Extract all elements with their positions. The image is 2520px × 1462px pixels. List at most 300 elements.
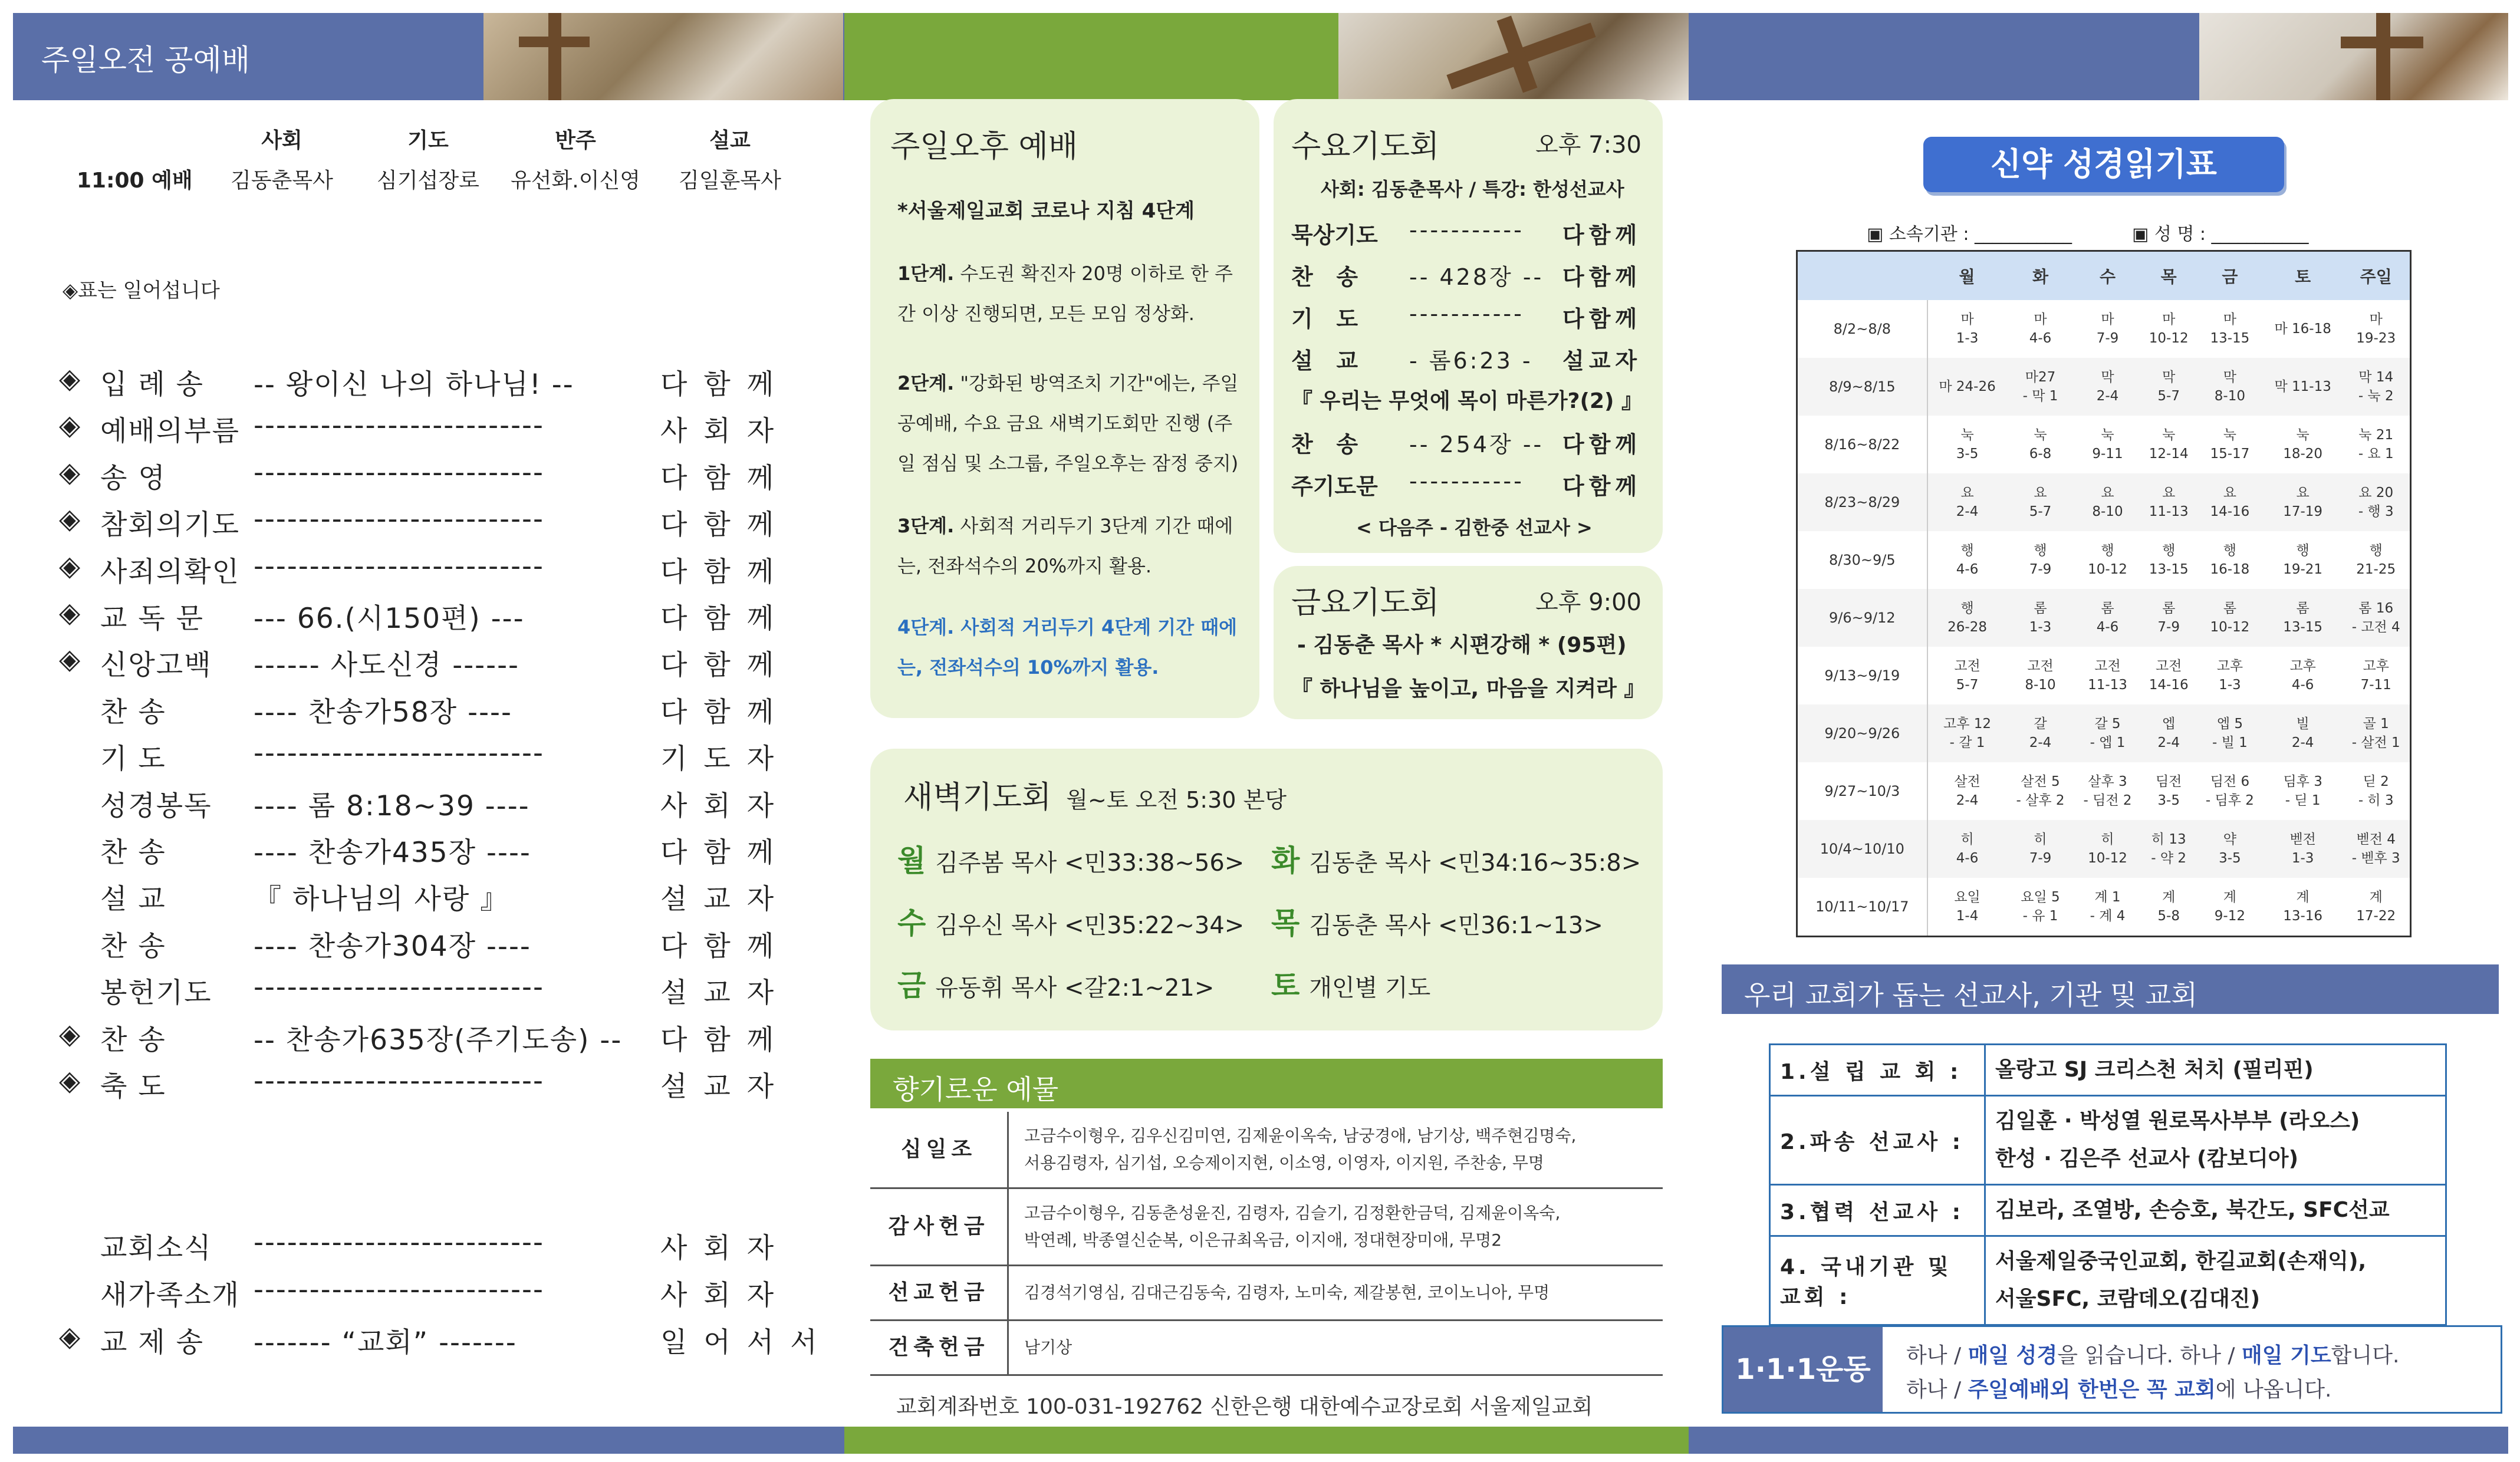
dawn-day-text: 김우신 목사 <민35:22~34> xyxy=(935,912,1245,939)
reading-header-cell: 금 xyxy=(2196,251,2264,301)
role-name-2: 심기섭장로 xyxy=(377,169,479,193)
step-1-text: 수도권 확진자 20명 이하로 한 주간 이상 진행되면, 모든 모임 정상화. xyxy=(897,262,1233,325)
diamond-icon: ◈ xyxy=(59,549,82,582)
covid-guideline-title: *서울제일교회 코로나 지침 4단계 xyxy=(897,199,1195,223)
order-label: 봉헌기도 xyxy=(100,977,212,1010)
dawn-day-label: 금 xyxy=(897,969,926,1003)
order-row xyxy=(59,643,808,684)
reading-header-cell: 화 xyxy=(2006,251,2074,301)
order-role: 다함께 xyxy=(660,368,791,401)
movement-line-1b: 매일 성경 xyxy=(1968,1344,2058,1368)
order-label: 성경봉독 xyxy=(100,789,212,822)
reading-assignment[interactable]: 요 14-16 xyxy=(2196,473,2264,531)
order-content: -------------------------- xyxy=(254,971,544,1004)
reading-week-range: 9/27~10/3 xyxy=(1797,762,1927,820)
order-role: 설교자 xyxy=(660,883,791,916)
missions-title: 우리 교회가 돕는 선교사, 기관 및 교회 xyxy=(1744,979,2197,1011)
wednesday-time: 오후 7:30 xyxy=(1535,131,1641,159)
diamond-icon: ◈ xyxy=(59,643,82,676)
missions-label: 2.파송 선교사 : xyxy=(1770,1096,1985,1185)
order-row xyxy=(59,690,808,732)
reading-assignment[interactable]: 롬 7-9 xyxy=(2141,589,2196,647)
order-content: ------- “교회” ------- xyxy=(254,1326,517,1359)
reading-assignment[interactable]: 갈 2-4 xyxy=(2006,704,2074,762)
reading-header-cell: 월 xyxy=(1927,251,2007,301)
reading-plan-table xyxy=(1796,250,2412,937)
dawn-title: 새벽기도회 xyxy=(903,780,1052,815)
reading-assignment[interactable]: 막 8-10 xyxy=(2196,358,2264,416)
order-label: 송 영 xyxy=(100,462,166,495)
order-label: 예배의부름 xyxy=(100,415,241,448)
missions-row xyxy=(1770,1236,2446,1325)
order-content: -- 찬송가635장(주기도송) -- xyxy=(254,1023,623,1056)
reading-assignment[interactable]: 마 1-3 xyxy=(1956,312,1979,346)
diamond-icon: ◈ xyxy=(59,597,82,629)
reading-assignment[interactable]: 마 13-15 xyxy=(2210,312,2250,346)
order-row xyxy=(59,877,808,918)
wednesday-row-content: ----------- xyxy=(1409,301,1524,327)
reading-assignment[interactable]: 눅 15-17 xyxy=(2210,427,2250,462)
afternoon-title: 주일오후 예배 xyxy=(890,129,1078,164)
order-row xyxy=(59,1273,808,1315)
dawn-time: 월~토 오전 5:30 본당 xyxy=(1066,787,1287,813)
order-label: 사죄의확인 xyxy=(100,555,241,588)
order-content: -------------------------- xyxy=(254,1273,544,1306)
order-row xyxy=(59,550,808,591)
wednesday-row-label: 찬 송 xyxy=(1291,432,1358,457)
reading-week-row xyxy=(1797,589,2411,647)
dawn-heading xyxy=(903,772,1287,816)
order-label: 찬 송 xyxy=(100,837,166,869)
reading-assignment[interactable]: 딤전 3-5 xyxy=(2155,774,2182,808)
reading-assignment[interactable]: 마 24-26 xyxy=(1927,358,2007,416)
movement-title: 1·1·1운동 xyxy=(1723,1327,1883,1412)
role-heading-2: 기도 xyxy=(407,129,449,153)
reading-assignment[interactable]: 막 2-4 xyxy=(2074,358,2141,416)
reading-assignment[interactable]: 빌 2-4 xyxy=(2264,704,2343,762)
wednesday-row-content: ----------- xyxy=(1409,468,1524,494)
order-row xyxy=(59,831,808,872)
dawn-day-text: 개인별 기도 xyxy=(1309,974,1431,1002)
order-role: 다함께 xyxy=(660,649,791,682)
order-role: 다함께 xyxy=(660,462,791,495)
wednesday-row-label: 찬 송 xyxy=(1291,264,1358,290)
order-role: 설교자 xyxy=(660,1071,791,1103)
reading-assignment[interactable]: 고후 7-11 xyxy=(2360,658,2391,693)
order-row xyxy=(59,1065,808,1106)
reading-assignment[interactable]: 딤후 3 - 딛 1 xyxy=(2283,774,2322,808)
friday-line-1: - 김동춘 목사 * 시편강해 * (95편) xyxy=(1297,633,1627,657)
reading-header-cell: 주일 xyxy=(2342,251,2410,301)
name-field[interactable]: ▣ 성 명 : ___________ xyxy=(2132,224,2309,245)
bottom-band-left xyxy=(13,1427,844,1454)
reading-assignment[interactable]: 히 13 - 약 2 xyxy=(2141,820,2196,878)
missions-value-line: 올랑고 SJ 크리스천 처치 (필리핀) xyxy=(1995,1058,2314,1082)
order-row xyxy=(59,971,808,1012)
wednesday-sermon-title: 『 우리는 무엇에 목이 마른가?(2) 』 xyxy=(1291,389,1643,413)
role-heading-4: 설교 xyxy=(709,129,751,153)
order-content: -------------------------- xyxy=(254,456,544,489)
step-1 xyxy=(897,253,1239,334)
dawn-day-label: 월 xyxy=(897,844,926,878)
order-role: 다함께 xyxy=(660,602,791,635)
reading-assignment[interactable]: 벧전 1-3 xyxy=(2264,820,2343,878)
missions-row xyxy=(1770,1096,2446,1185)
reading-assignment[interactable]: 행 7-9 xyxy=(2029,543,2052,577)
wednesday-title: 수요기도회 xyxy=(1291,129,1440,164)
wednesday-leaders: 사회: 김동춘목사 / 특강: 한성선교사 xyxy=(1321,178,1624,200)
reading-assignment[interactable]: 계 17-22 xyxy=(2356,890,2396,924)
reading-week-row xyxy=(1797,416,2411,473)
reading-assignment[interactable]: 엡 5 - 빌 1 xyxy=(2196,704,2264,762)
reading-assignment[interactable]: 고전 8-10 xyxy=(2025,658,2056,693)
reading-assignment[interactable]: 롬 1-3 xyxy=(2006,589,2074,647)
reading-assignment[interactable]: 딛 2 - 히 3 xyxy=(2358,774,2394,808)
reading-assignment[interactable]: 행 16-18 xyxy=(2210,543,2250,577)
reading-assignment[interactable]: 고후 1-3 xyxy=(2216,658,2243,693)
reading-assignment[interactable]: 마 10-12 xyxy=(2149,312,2189,346)
wednesday-row-content: -- 254장 -- xyxy=(1409,432,1544,457)
reading-week-range: 10/11~10/17 xyxy=(1797,878,1927,937)
reading-header-cell xyxy=(1797,251,1927,301)
dawn-day-entry xyxy=(897,962,1214,1005)
order-label: 찬 송 xyxy=(100,930,166,963)
missions-value xyxy=(1985,1096,2446,1185)
movement-line-2a: 하나 / xyxy=(1906,1378,1968,1402)
role-name-1: 김동춘목사 xyxy=(231,169,333,193)
reading-week-row xyxy=(1797,300,2411,358)
movement-line-1 xyxy=(1906,1339,2399,1369)
dawn-card xyxy=(870,749,1663,1030)
order-role: 설교자 xyxy=(660,977,791,1010)
order-content: -------------------------- xyxy=(254,1226,544,1259)
reading-assignment[interactable]: 계 9-12 xyxy=(2214,890,2245,924)
reading-assignment[interactable]: 요 8-10 xyxy=(2074,473,2141,531)
diamond-icon: ◈ xyxy=(59,363,82,395)
reading-assignment[interactable]: 계 13-16 xyxy=(2283,890,2323,924)
dawn-day-label: 목 xyxy=(1271,906,1300,940)
reading-week-row xyxy=(1797,531,2411,589)
order-role: 사회자 xyxy=(660,1232,791,1265)
reading-plan-title: 신약 성경읽기표 xyxy=(1923,137,2284,192)
offering-row xyxy=(870,1266,1663,1321)
offering-title: 향기로운 예물 xyxy=(893,1074,1059,1105)
header-photo-right xyxy=(2199,13,2508,100)
order-row xyxy=(59,456,808,498)
reading-assignment[interactable]: 요일 1-4 xyxy=(1954,890,1981,924)
affiliation-field[interactable]: ▣ 소속기관 : ___________ xyxy=(1867,224,2072,245)
offering-names xyxy=(1008,1188,1663,1266)
missions-value-line: 서울SFC, 코람데오(김대진) xyxy=(1995,1287,2261,1311)
wednesday-row-content: -- 428장 -- xyxy=(1409,264,1544,290)
reading-assignment[interactable]: 요 17-19 xyxy=(2264,473,2343,531)
step-2-text: "강화된 방역조치 기간"에는, 주일공예배, 수요 금요 새벽기도회만 진행 (주일 점심 및 소그룹, 주일오후는 잠정 중지) xyxy=(897,372,1239,475)
missions-value xyxy=(1985,1236,2446,1325)
offering-row xyxy=(870,1321,1663,1375)
reading-week-range: 8/2~8/8 xyxy=(1797,300,1927,358)
reading-week-range: 9/13~9/19 xyxy=(1797,647,1927,704)
reading-assignment[interactable]: 롬 10-12 xyxy=(2196,589,2264,647)
reading-assignment[interactable]: 계 1 - 계 4 xyxy=(2090,890,2126,924)
step-2 xyxy=(897,363,1239,483)
reading-week-row xyxy=(1797,762,2411,820)
order-content: ---- 찬송가304장 ---- xyxy=(254,930,531,963)
reading-assignment[interactable]: 눅 3-5 xyxy=(1956,427,1979,462)
reading-assignment[interactable]: 약 3-5 xyxy=(2196,820,2264,878)
reading-assignment[interactable]: 행 19-21 xyxy=(2283,543,2323,577)
reading-week-row xyxy=(1797,647,2411,704)
reading-week-row xyxy=(1797,473,2411,531)
order-row xyxy=(59,1226,808,1267)
service-time: 11:00 예배 xyxy=(77,169,193,193)
reading-assignment[interactable]: 마27 - 막 1 xyxy=(2006,358,2074,416)
reading-assignment[interactable]: 골 1 - 살전 1 xyxy=(2342,704,2410,762)
order-content: ---- 찬송가58장 ---- xyxy=(254,696,512,729)
order-content: 『 하나님의 사랑 』 xyxy=(254,883,509,916)
friday-time: 오후 9:00 xyxy=(1535,589,1641,616)
reading-assignment[interactable]: 요 20 - 행 3 xyxy=(2342,473,2410,531)
reading-week-range: 10/4~10/10 xyxy=(1797,820,1927,878)
dawn-day-entry xyxy=(1271,900,1603,942)
reading-assignment[interactable]: 마 16-18 xyxy=(2274,321,2331,337)
step-4-text: 사회적 거리두기 4단계 기간 때에는, 전좌석수의 10%까지 활용. xyxy=(897,616,1238,679)
order-role: 사회자 xyxy=(660,1279,791,1312)
reading-assignment[interactable]: 고전 5-7 xyxy=(1954,658,1981,693)
order-label: 교회소식 xyxy=(100,1232,212,1265)
reading-header-row xyxy=(1797,251,2411,301)
diamond-icon: ◈ xyxy=(59,503,82,536)
reading-week-row xyxy=(1797,878,2411,937)
missions-value-line: 김일훈 · 박성열 원로목사부부 (라오스) xyxy=(1995,1109,2360,1133)
reading-assignment[interactable]: 요 5-7 xyxy=(2006,473,2074,531)
order-role: 기도자 xyxy=(660,743,791,776)
friday-card xyxy=(1274,566,1663,719)
reading-assignment[interactable]: 막 5-7 xyxy=(2141,358,2196,416)
missions-row xyxy=(1770,1185,2446,1236)
offering-names xyxy=(1008,1321,1663,1375)
bottom-band-right xyxy=(1689,1427,2508,1454)
order-content: -------------------------- xyxy=(254,1065,544,1097)
order-label: 설 교 xyxy=(100,883,166,916)
reading-assignment[interactable]: 눅 9-11 xyxy=(2092,427,2123,462)
order-label: 찬 송 xyxy=(100,1023,166,1056)
reading-assignment[interactable]: 고전 11-13 xyxy=(2088,658,2127,693)
offering-label: 감사헌금 xyxy=(870,1188,1008,1266)
reading-assignment[interactable]: 히 10-12 xyxy=(2074,820,2141,878)
standing-note: ◈표는 일어섭니다 xyxy=(62,279,220,302)
order-row xyxy=(59,363,808,404)
order-content: -------------------------- xyxy=(254,549,544,582)
wednesday-row-label: 설 교 xyxy=(1291,348,1358,374)
order-role: 사회자 xyxy=(660,789,791,822)
reading-assignment[interactable]: 마 4-6 xyxy=(2029,312,2052,346)
reading-assignment[interactable]: 행 4-6 xyxy=(1956,543,1979,577)
reading-assignment[interactable]: 행 13-15 xyxy=(2149,543,2189,577)
reading-assignment[interactable]: 롬 13-15 xyxy=(2264,589,2343,647)
order-content: --- 66.(시150편) --- xyxy=(254,602,525,635)
reading-week-row xyxy=(1797,358,2411,416)
reading-header-cell: 목 xyxy=(2141,251,2196,301)
order-row xyxy=(59,924,808,966)
offering-label: 선교헌금 xyxy=(870,1266,1008,1321)
bottom-band-middle xyxy=(844,1427,1689,1454)
order-row xyxy=(59,597,808,638)
reading-assignment[interactable]: 벧전 4 - 벧후 3 xyxy=(2342,820,2410,878)
step-1-label: 1단계. xyxy=(897,262,955,285)
order-role: 다함께 xyxy=(660,509,791,542)
reading-week-row xyxy=(1797,704,2411,762)
afternoon-card xyxy=(870,99,1259,718)
reading-assignment[interactable]: 요 2-4 xyxy=(1927,473,2007,531)
offering-row xyxy=(870,1112,1663,1188)
offering-row xyxy=(870,1188,1663,1266)
order-role: 사회자 xyxy=(660,415,791,448)
offering-name-line: 김경석기영심, 김대근김동숙, 김령자, 노미숙, 제갈봉현, 코이노니아, 무명 xyxy=(1024,1283,1550,1302)
reading-header-cell: 수 xyxy=(2074,251,2141,301)
role-heading-3: 반주 xyxy=(555,129,596,153)
dawn-day-label: 수 xyxy=(897,906,926,940)
reading-assignment[interactable]: 히 4-6 xyxy=(1927,820,2007,878)
reading-assignment[interactable]: 마 7-9 xyxy=(2096,312,2119,346)
order-label: 참회의기도 xyxy=(100,509,241,542)
step-4 xyxy=(897,607,1239,687)
missions-label: 3.협력 선교사 : xyxy=(1770,1185,1985,1236)
missions-row xyxy=(1770,1045,2446,1096)
header-title: 주일오전 공예배 xyxy=(41,43,250,77)
order-content: -------------------------- xyxy=(254,737,544,770)
reading-assignment[interactable]: 막 11-13 xyxy=(2264,358,2343,416)
reading-assignment[interactable]: 계 5-8 xyxy=(2157,890,2180,924)
order-label: 찬 송 xyxy=(100,696,166,729)
account-info: 교회계좌번호 100-031-192762 신한은행 대한예수교장로회 서울제일교회 xyxy=(896,1395,1593,1419)
offering-label: 건축헌금 xyxy=(870,1321,1008,1375)
reading-assignment[interactable]: 롬 4-6 xyxy=(2074,589,2141,647)
reading-assignment[interactable]: 갈 5 - 엡 1 xyxy=(2074,704,2141,762)
dawn-day-entry xyxy=(897,837,1244,880)
dawn-day-label: 토 xyxy=(1271,969,1300,1003)
order-row xyxy=(59,737,808,778)
order-role: 다함께 xyxy=(660,930,791,963)
friday-title: 금요기도회 xyxy=(1291,585,1440,621)
reading-assignment[interactable]: 고후 12 - 갈 1 xyxy=(1927,704,2007,762)
wednesday-row-role: 다함께 xyxy=(1562,432,1642,457)
missions-value xyxy=(1985,1185,2446,1236)
order-content: -------------------------- xyxy=(254,503,544,536)
wednesday-card xyxy=(1274,99,1663,553)
movement-line-1a: 하나 / xyxy=(1906,1344,1968,1368)
reading-assignment[interactable]: 히 7-9 xyxy=(2006,820,2074,878)
diamond-icon: ◈ xyxy=(59,409,82,442)
reading-week-range: 9/20~9/26 xyxy=(1797,704,1927,762)
offering-name-line: 고금수이형우, 김동춘성윤진, 김령자, 김슬기, 김정환한금덕, 김제윤이옥숙, xyxy=(1024,1203,1561,1223)
reading-assignment[interactable]: 요 11-13 xyxy=(2141,473,2196,531)
dawn-day-text: 김동춘 목사 <민36:1~13> xyxy=(1309,912,1603,939)
reading-assignment[interactable]: 살후 3 - 딤전 2 xyxy=(2083,774,2132,808)
movement-line-1d: 매일 기도 xyxy=(2242,1344,2331,1368)
dawn-day-text: 유동휘 목사 <갈2:1~21> xyxy=(935,974,1215,1002)
offering-title-bar xyxy=(870,1059,1663,1108)
reading-header-cell: 토 xyxy=(2264,251,2343,301)
reading-week-range: 8/16~8/22 xyxy=(1797,416,1927,473)
dawn-day-label: 화 xyxy=(1271,844,1300,878)
order-role: 다함께 xyxy=(660,837,791,869)
header-photo-middle xyxy=(1338,13,1689,100)
friday-line-2: 『 하나님을 높이고, 마음을 지켜라 』 xyxy=(1291,677,1646,701)
diamond-icon: ◈ xyxy=(59,456,82,489)
reading-assignment[interactable]: 행 21-25 xyxy=(2356,543,2396,577)
reading-assignment[interactable]: 요일 5 - 유 1 xyxy=(2021,890,2060,924)
missions-value-line: 김보라, 조열방, 손승호, 북간도, SFC선교 xyxy=(1995,1198,2390,1222)
reading-assignment[interactable]: 눅 12-14 xyxy=(2149,427,2189,462)
step-2-label: 2단계. xyxy=(897,372,955,394)
missions-title-bar xyxy=(1722,964,2499,1014)
order-label: 축 도 xyxy=(100,1071,166,1103)
reading-assignment[interactable]: 딤전 6 - 딤후 2 xyxy=(2205,774,2254,808)
movement-box xyxy=(1722,1325,2502,1414)
offering-name-line: 남기상 xyxy=(1024,1338,1073,1357)
reading-assignment[interactable]: 행 10-12 xyxy=(2088,543,2127,577)
reading-assignment[interactable]: 마 19-23 xyxy=(2356,312,2396,346)
reading-assignment[interactable]: 눅 18-20 xyxy=(2283,427,2323,462)
dawn-day-text: 김동춘 목사 <민34:16~35:8> xyxy=(1309,849,1641,877)
reading-assignment[interactable]: 행 26-28 xyxy=(1927,589,2007,647)
order-row xyxy=(59,409,808,450)
offering-name-line: 서용김령자, 심기섭, 오승제이지현, 이소영, 이영자, 이지원, 주찬송, 무명 xyxy=(1024,1153,1544,1173)
missions-value-line: 한성 · 김은주 선교사 (캄보디아) xyxy=(1995,1147,2299,1171)
offering-label: 십일조 xyxy=(870,1112,1008,1188)
role-name-3: 유선화.이신영 xyxy=(510,169,641,193)
order-row xyxy=(59,1018,808,1059)
reading-assignment[interactable]: 막 14 - 눅 2 xyxy=(2342,358,2410,416)
order-label: 교 독 문 xyxy=(100,602,205,635)
reading-week-range: 8/30~9/5 xyxy=(1797,531,1927,589)
reading-assignment[interactable]: 고전 14-16 xyxy=(2149,658,2189,693)
reading-week-row xyxy=(1797,820,2411,878)
wednesday-row-content: - 롬6:23 - xyxy=(1409,348,1533,374)
reading-assignment[interactable]: 눅 21 - 요 1 xyxy=(2358,427,2394,462)
reading-assignment[interactable]: 눅 6-8 xyxy=(2029,427,2052,462)
order-content: ---- 찬송가435장 ---- xyxy=(254,837,531,869)
step-4-label: 4단계. xyxy=(897,616,955,638)
reading-week-range: 9/6~9/12 xyxy=(1797,589,1927,647)
diamond-icon: ◈ xyxy=(59,1321,82,1353)
movement-line-2b: 주일예배외 한번은 꼭 교회 xyxy=(1968,1378,2216,1402)
wednesday-row-label: 묵상기도 xyxy=(1291,222,1378,248)
missions-value-line: 서울제일중국인교회, 한길교회(손재익), xyxy=(1995,1249,2367,1273)
step-3 xyxy=(897,506,1239,586)
reading-week-range: 8/23~8/29 xyxy=(1797,473,1927,531)
diamond-icon: ◈ xyxy=(59,1065,82,1097)
movement-line-2 xyxy=(1906,1373,2332,1403)
order-content: -- 왕이신 나의 하나님! -- xyxy=(254,368,574,401)
movement-line-2c: 에 나옵니다. xyxy=(2215,1378,2332,1402)
reading-assignment[interactable]: 롬 16 - 고전 4 xyxy=(2342,589,2410,647)
reading-assignment[interactable]: 살전 2-4 xyxy=(1954,774,1981,808)
order-content: ---- 롬 8:18~39 ---- xyxy=(254,789,530,822)
step-3-text: 사회적 거리두기 3단계 기간 때에는, 전좌석수의 20%까지 활용. xyxy=(897,515,1233,577)
order-role: 일어서서 xyxy=(660,1326,834,1359)
reading-assignment[interactable]: 고후 4-6 xyxy=(2289,658,2316,693)
offering-names xyxy=(1008,1266,1663,1321)
wednesday-row-role: 설교자 xyxy=(1562,348,1642,374)
reading-assignment[interactable]: 살전 5 - 살후 2 xyxy=(2016,774,2065,808)
wednesday-row-role: 다함께 xyxy=(1562,306,1642,332)
role-heading-1: 사회 xyxy=(261,129,302,153)
offering-name-line: 고금수이형우, 김우신김미연, 김제윤이옥숙, 남궁경애, 남기상, 백주현김명숙, xyxy=(1024,1126,1577,1145)
reading-assignment[interactable]: 엡 2-4 xyxy=(2141,704,2196,762)
order-content: ------ 사도신경 ------ xyxy=(254,649,520,682)
step-3-label: 3단계. xyxy=(897,515,955,537)
